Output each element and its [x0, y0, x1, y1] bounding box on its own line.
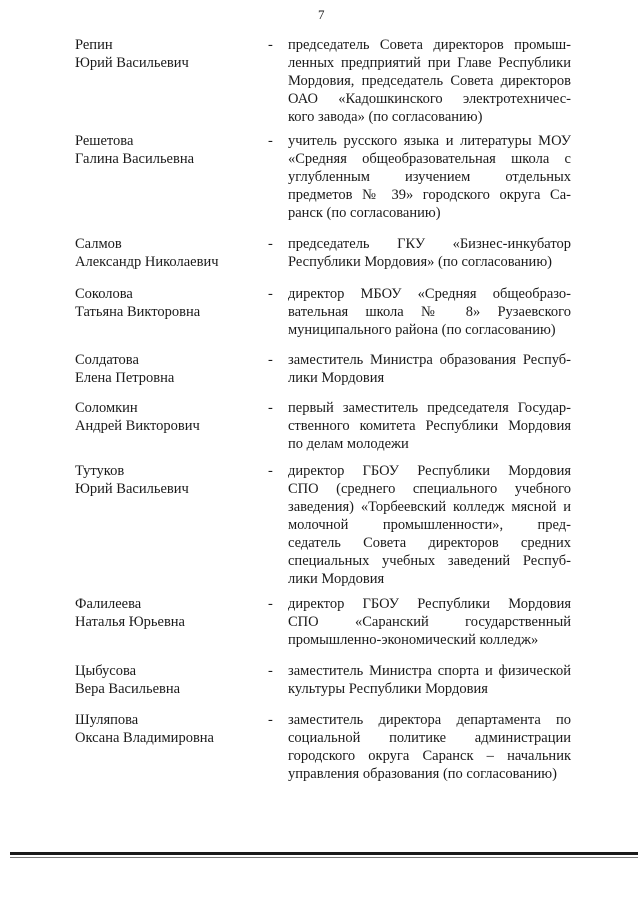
member-position-line: заместитель директора департамента по [288, 712, 571, 728]
member-position [288, 36, 571, 126]
member-position-line: учитель русского языка и литературы МОУ [288, 133, 571, 149]
member-position-line: городского округа Саранск – начальник [288, 748, 571, 764]
member-surname: Солдатова [75, 352, 139, 368]
member-position-line: молочной промышленности», пред- [288, 517, 571, 533]
member-dash: - [268, 596, 273, 612]
member-position-line: по делам молодежи [288, 436, 409, 452]
member-position-line: предметов № 39» городского округа Са- [288, 187, 571, 203]
member-given-names: Александр Николаевич [75, 254, 219, 270]
member-name [75, 662, 255, 698]
member-position [288, 285, 571, 339]
member-position-line: управления образования (по согласованию) [288, 766, 557, 782]
footer-rule [10, 852, 638, 855]
member-position-line: социальной политике администрации [288, 730, 571, 746]
member-name [75, 132, 255, 168]
member-dash: - [268, 663, 273, 679]
member-dash: - [268, 400, 273, 416]
member-position-line: директор ГБОУ Республики Мордовия [288, 463, 571, 479]
member-name [75, 595, 255, 631]
member-position-line: заведения) «Торбеевский колледж мясной и [288, 499, 571, 515]
member-surname: Репин [75, 37, 113, 53]
member-position [288, 662, 571, 698]
member-position-line: заместитель Министра образования Респуб- [288, 352, 571, 368]
member-position-line: углубленным изучением отдельных [288, 169, 571, 185]
member-surname: Шуляпова [75, 712, 139, 728]
member-position-line: директор ГБОУ Республики Мордовия [288, 596, 571, 612]
member-position-line: лики Мордовия [288, 370, 385, 386]
member-position [288, 462, 571, 588]
member-position [288, 711, 571, 783]
member-given-names: Юрий Васильевич [75, 481, 189, 497]
member-position-line: заместитель Министра спорта и физической [288, 663, 571, 679]
member-position-line: вательная школа № 8» Рузаевского [288, 304, 571, 320]
member-position-line: ОАО «Кадошкинского электротехничес- [288, 91, 571, 107]
member-name [75, 399, 255, 435]
member-dash: - [268, 133, 273, 149]
member-dash: - [268, 352, 273, 368]
member-position-line: СПО (среднего специального учебного [288, 481, 571, 497]
member-given-names: Елена Петровна [75, 370, 175, 386]
member-position-line: специальных учебных заведений Респуб- [288, 553, 571, 569]
member-position-line: директор МБОУ «Средняя общеобразо- [288, 286, 571, 302]
member-surname: Соколова [75, 286, 133, 302]
member-surname: Салмов [75, 236, 122, 252]
member-name [75, 285, 255, 321]
member-dash: - [268, 712, 273, 728]
member-position-line: председатель ГКУ «Бизнес-инкубатор [288, 236, 571, 252]
member-name [75, 36, 255, 72]
member-name [75, 235, 255, 271]
member-surname: Фалилеева [75, 596, 142, 612]
member-dash: - [268, 236, 273, 252]
member-name [75, 351, 255, 387]
member-position-line: культуры Республики Мордовия [288, 681, 488, 697]
member-given-names: Андрей Викторович [75, 418, 200, 434]
member-position-line: Республики Мордовия» (по согласованию) [288, 254, 552, 270]
member-given-names: Татьяна Викторовна [75, 304, 201, 320]
member-position-line: первый заместитель председателя Государ- [288, 400, 571, 416]
member-position-line: седатель Совета директоров средних [288, 535, 571, 551]
member-surname: Соломкин [75, 400, 138, 416]
member-dash: - [268, 37, 273, 53]
member-position-line: кого завода» (по согласованию) [288, 109, 483, 125]
member-surname: Тутуков [75, 463, 125, 479]
member-given-names: Юрий Васильевич [75, 55, 189, 71]
member-position [288, 235, 571, 271]
member-position [288, 132, 571, 222]
member-dash: - [268, 286, 273, 302]
member-name [75, 711, 255, 747]
member-position-line: ленных предприятий при Главе Республики [288, 55, 571, 71]
footer-rule-thin [10, 857, 638, 858]
member-position [288, 595, 571, 649]
member-position-line: председатель Совета директоров промыш- [288, 37, 571, 53]
member-name [75, 462, 255, 498]
member-given-names: Оксана Владимировна [75, 730, 214, 746]
member-position-line: «Средняя общеобразовательная школа с [288, 151, 571, 167]
member-surname: Решетова [75, 133, 134, 149]
member-dash: - [268, 463, 273, 479]
member-position [288, 399, 571, 453]
member-position-line: муниципального района (по согласованию) [288, 322, 556, 338]
member-position [288, 351, 571, 387]
page-number: 7 [318, 7, 325, 22]
member-given-names: Вера Васильевна [75, 681, 181, 697]
member-position-line: ственного комитета Республики Мордовия [288, 418, 571, 434]
member-position-line: лики Мордовия [288, 571, 385, 587]
member-position-line: ранск (по согласованию) [288, 205, 441, 221]
member-given-names: Галина Васильевна [75, 151, 195, 167]
member-position-line: СПО «Саранский государственный [288, 614, 571, 630]
member-position-line: Мордовия, председатель Совета директоров [288, 73, 571, 89]
member-given-names: Наталья Юрьевна [75, 614, 185, 630]
member-surname: Цыбусова [75, 663, 137, 679]
member-position-line: промышленно-экономический колледж» [288, 632, 539, 648]
